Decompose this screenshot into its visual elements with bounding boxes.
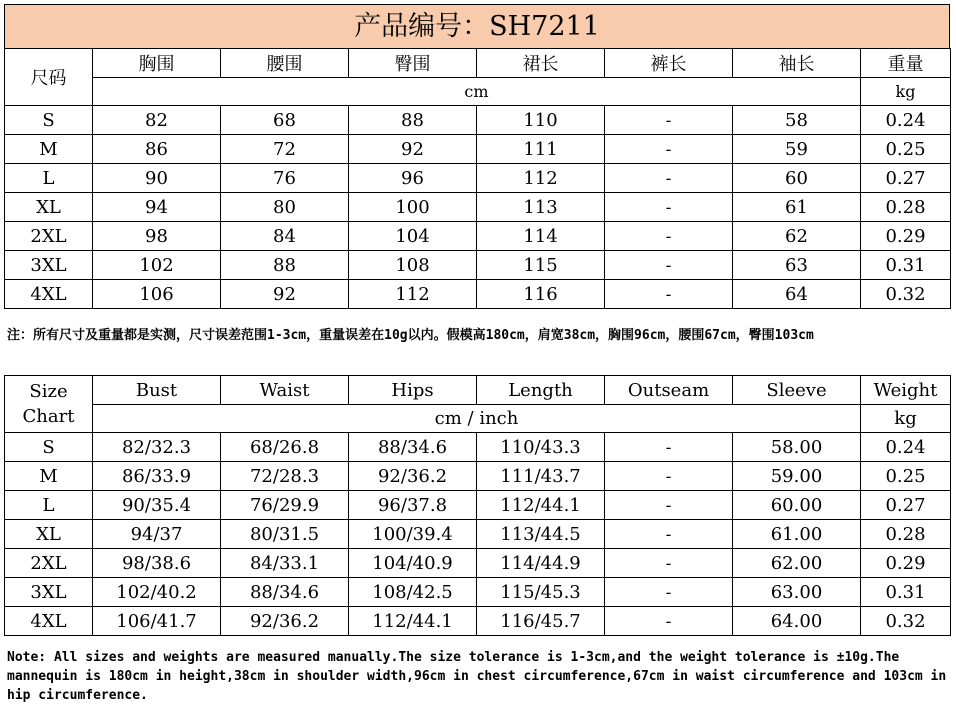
- table-cell: 0.25: [861, 135, 951, 164]
- table-cell: 104/40.9: [349, 549, 477, 578]
- table-body: [5, 433, 951, 636]
- table-cell: 113: [477, 193, 605, 222]
- table-cell: 111/43.7: [477, 462, 605, 491]
- column-header-waist: 腰围: [221, 49, 349, 78]
- unit-cm-inch: cm / inch: [93, 405, 861, 433]
- unit-kg: kg: [861, 78, 951, 106]
- note-english: Note: All sizes and weights are measured manually.The size tolerance is 1-3cm,and the weight tolerance is ±10g.The mannequin is 180cm in height,38cm in shoulder width,96cm in chest circumference,67cm in waist circumference and 103cm in hip circumference.: [7, 650, 947, 703]
- table-cell: 60.00: [733, 491, 861, 520]
- table-cell: 0.28: [861, 520, 951, 549]
- column-header-bust: 胸围: [93, 49, 221, 78]
- size-cell: S: [5, 433, 93, 462]
- table-cell: 108: [349, 251, 477, 280]
- unit-kg: kg: [861, 405, 951, 433]
- table-cell: 104: [349, 222, 477, 251]
- size-cell: 4XL: [5, 607, 93, 636]
- table-cell: 68: [221, 106, 349, 135]
- unit-row: [5, 78, 951, 106]
- column-header-length: Length: [477, 376, 605, 405]
- table-cell: 0.25: [861, 462, 951, 491]
- column-header-sleeve: 袖长: [733, 49, 861, 78]
- table-cell: 59: [733, 135, 861, 164]
- table-cell: 106: [93, 280, 221, 309]
- table-cell: 94: [93, 193, 221, 222]
- table-cell: 82: [93, 106, 221, 135]
- size-cell: 2XL: [5, 549, 93, 578]
- table-cell: 58.00: [733, 433, 861, 462]
- table-cell: 84/33.1: [221, 549, 349, 578]
- table-cell: 0.29: [861, 549, 951, 578]
- table-cell: 84: [221, 222, 349, 251]
- table-cell: 102: [93, 251, 221, 280]
- table-cell: 112/44.1: [349, 607, 477, 636]
- table-header-row: [5, 49, 951, 78]
- table-cell: 72/28.3: [221, 462, 349, 491]
- table-cell: 112/44.1: [477, 491, 605, 520]
- table-cell: 110: [477, 106, 605, 135]
- table-cell: 63.00: [733, 578, 861, 607]
- table-cell: 59.00: [733, 462, 861, 491]
- column-header-weight: Weight: [861, 376, 951, 405]
- size-chart-header: [5, 376, 93, 433]
- table-cell: 0.29: [861, 222, 951, 251]
- column-header-weight: 重量: [861, 49, 951, 78]
- table-cell: 88: [221, 251, 349, 280]
- column-header-sleeve: Sleeve: [733, 376, 861, 405]
- column-header-length: 裙长: [477, 49, 605, 78]
- table-row: [5, 222, 951, 251]
- table-row: [5, 491, 951, 520]
- table-cell: 92: [221, 280, 349, 309]
- table-row: [5, 280, 951, 309]
- table-cell: 100/39.4: [349, 520, 477, 549]
- table-cell: -: [605, 491, 733, 520]
- size-cell: XL: [5, 193, 93, 222]
- table-cell: -: [605, 462, 733, 491]
- size-table-chinese: [4, 48, 951, 309]
- table-cell: 111: [477, 135, 605, 164]
- size-cell: 3XL: [5, 578, 93, 607]
- table-cell: 115: [477, 251, 605, 280]
- table-cell: -: [605, 251, 733, 280]
- size-cell: S: [5, 106, 93, 135]
- table-cell: 110/43.3: [477, 433, 605, 462]
- table-cell: -: [605, 607, 733, 636]
- table-header-row: [5, 376, 951, 405]
- size-cell: 3XL: [5, 251, 93, 280]
- table-cell: 64.00: [733, 607, 861, 636]
- table-cell: 92/36.2: [349, 462, 477, 491]
- table-cell: 96: [349, 164, 477, 193]
- table-cell: 94/37: [93, 520, 221, 549]
- table-cell: 61.00: [733, 520, 861, 549]
- table-cell: 0.24: [861, 106, 951, 135]
- table-cell: 116: [477, 280, 605, 309]
- table-cell: -: [605, 193, 733, 222]
- table-cell: 68/26.8: [221, 433, 349, 462]
- table-body: [5, 106, 951, 309]
- table-row: [5, 607, 951, 636]
- table-cell: 0.31: [861, 578, 951, 607]
- table-cell: -: [605, 164, 733, 193]
- table-cell: 63: [733, 251, 861, 280]
- unit-cm: cm: [93, 78, 861, 106]
- table-cell: 98: [93, 222, 221, 251]
- table-row: [5, 164, 951, 193]
- table-cell: -: [605, 135, 733, 164]
- table-cell: 62: [733, 222, 861, 251]
- table-cell: 80/31.5: [221, 520, 349, 549]
- table-cell: 112: [477, 164, 605, 193]
- table-cell: -: [605, 520, 733, 549]
- table-cell: 62.00: [733, 549, 861, 578]
- table-row: [5, 462, 951, 491]
- table-row: [5, 135, 951, 164]
- table-cell: 102/40.2: [93, 578, 221, 607]
- table-cell: -: [605, 578, 733, 607]
- table-cell: 86: [93, 135, 221, 164]
- table-cell: 82/32.3: [93, 433, 221, 462]
- table-cell: 115/45.3: [477, 578, 605, 607]
- table-cell: 88: [349, 106, 477, 135]
- table-row: [5, 433, 951, 462]
- table-cell: 0.32: [861, 607, 951, 636]
- table-cell: 86/33.9: [93, 462, 221, 491]
- table-cell: 98/38.6: [93, 549, 221, 578]
- size-column-header: 尺码: [5, 49, 93, 106]
- column-header-bust: Bust: [93, 376, 221, 405]
- table-cell: -: [605, 433, 733, 462]
- size-table-english: [4, 375, 951, 636]
- table-row: [5, 106, 951, 135]
- table-row: [5, 193, 951, 222]
- table-cell: 58: [733, 106, 861, 135]
- column-header-hips: 臀围: [349, 49, 477, 78]
- table-cell: -: [605, 106, 733, 135]
- table-cell: 60: [733, 164, 861, 193]
- table-cell: 61: [733, 193, 861, 222]
- table-cell: 114/44.9: [477, 549, 605, 578]
- table-cell: 106/41.7: [93, 607, 221, 636]
- table-cell: 100: [349, 193, 477, 222]
- note-chinese: 注：所有尺寸及重量都是实测，尺寸误差范围1-3cm，重量误差在10g以内。假模高180cm，肩宽38cm，胸围96cm，腰围67cm，臀围103cm: [7, 328, 814, 343]
- column-header-waist: Waist: [221, 376, 349, 405]
- table-cell: 76: [221, 164, 349, 193]
- table-row: [5, 251, 951, 280]
- table-cell: 0.27: [861, 164, 951, 193]
- table-cell: -: [605, 222, 733, 251]
- size-chart-header-line1: Size: [29, 381, 68, 402]
- size-cell: L: [5, 491, 93, 520]
- size-cell: 4XL: [5, 280, 93, 309]
- table-cell: 0.28: [861, 193, 951, 222]
- table-cell: 76/29.9: [221, 491, 349, 520]
- size-cell: XL: [5, 520, 93, 549]
- table-cell: 96/37.8: [349, 491, 477, 520]
- column-header-hips: Hips: [349, 376, 477, 405]
- table-cell: 88/34.6: [221, 578, 349, 607]
- size-cell: M: [5, 462, 93, 491]
- table-cell: 92: [349, 135, 477, 164]
- table-cell: 108/42.5: [349, 578, 477, 607]
- table-cell: 0.24: [861, 433, 951, 462]
- size-cell: M: [5, 135, 93, 164]
- product-title: 产品编号：SH7211: [4, 4, 950, 49]
- table-row: [5, 520, 951, 549]
- size-cell: L: [5, 164, 93, 193]
- column-header-outseam: Outseam: [605, 376, 733, 405]
- table-cell: 90: [93, 164, 221, 193]
- table-row: [5, 578, 951, 607]
- table-cell: -: [605, 549, 733, 578]
- table-cell: 112: [349, 280, 477, 309]
- table-cell: 114: [477, 222, 605, 251]
- table-cell: 113/44.5: [477, 520, 605, 549]
- table-cell: 0.32: [861, 280, 951, 309]
- table-cell: 90/35.4: [93, 491, 221, 520]
- table-cell: 0.27: [861, 491, 951, 520]
- size-chart-header-line2: Chart: [22, 406, 75, 427]
- unit-row: [5, 405, 951, 433]
- table-cell: -: [605, 280, 733, 309]
- table-cell: 64: [733, 280, 861, 309]
- table-cell: 92/36.2: [221, 607, 349, 636]
- table-cell: 116/45.7: [477, 607, 605, 636]
- table-cell: 0.31: [861, 251, 951, 280]
- table-row: [5, 549, 951, 578]
- table-cell: 72: [221, 135, 349, 164]
- size-cell: 2XL: [5, 222, 93, 251]
- table-cell: 80: [221, 193, 349, 222]
- column-header-outseam: 裤长: [605, 49, 733, 78]
- table-cell: 88/34.6: [349, 433, 477, 462]
